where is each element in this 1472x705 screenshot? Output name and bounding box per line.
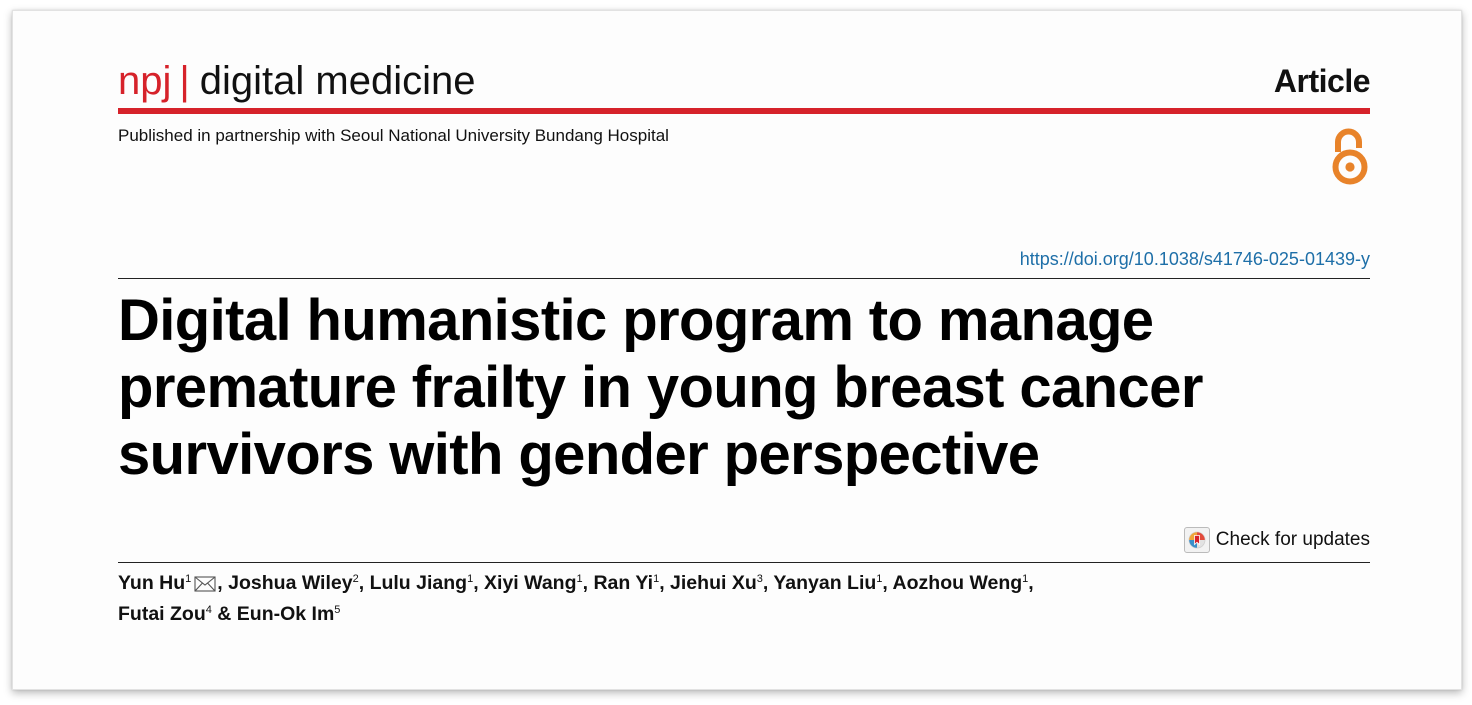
title-line: survivors with gender perspective [118,422,1040,487]
author-name: Lulu Jiang [369,572,468,594]
author-name: Ran Yi [593,572,654,594]
affiliation-number: 5 [334,604,341,616]
author-name: Yun Hu [118,572,186,594]
author-separator: , [659,572,671,594]
authors-rule [118,562,1370,563]
author-name: Joshua Wiley [228,572,353,594]
author[interactable] [484,572,583,594]
header-rule [118,108,1370,114]
affiliation-number: 2 [352,573,359,585]
author-separator: , [582,572,594,594]
author-name: Jiehui Xu [670,572,757,594]
title-line: Digital humanistic program to manage [118,288,1154,353]
affiliation-number: 1 [876,573,883,585]
author-list [118,568,1370,630]
author-name: Futai Zou [118,603,206,625]
email-icon[interactable] [194,576,216,592]
author[interactable] [773,572,882,594]
author[interactable] [118,603,212,625]
title-top-rule [118,278,1370,279]
author-separator: , [882,572,893,594]
author[interactable] [228,572,359,594]
author-separator: , [358,572,370,594]
author[interactable] [118,572,191,594]
partnership-note: Published in partnership with Seoul National University Bundang Hospital [118,126,669,145]
author-name: Aozhou Weng [892,572,1023,594]
affiliation-number: 1 [653,573,660,585]
check-for-updates-button[interactable] [1184,527,1370,553]
affiliation-number: 3 [756,573,763,585]
affiliation-number: 1 [576,573,583,585]
author[interactable] [237,603,341,625]
journal-separator: | [179,59,190,103]
author[interactable] [893,572,1029,594]
crossmark-icon [1184,527,1210,553]
author-separator: , [1028,572,1034,594]
journal-prefix: npj [118,59,172,103]
author[interactable] [370,572,474,594]
affiliation-number: 4 [205,604,212,616]
author-separator: , [217,572,229,594]
article-title [118,287,1378,488]
journal-name: digital medicine [199,59,476,103]
author-separator: , [473,572,485,594]
check-for-updates-label: Check for updates [1215,529,1370,550]
affiliation-number: 1 [467,573,474,585]
doi-link[interactable]: https://doi.org/10.1038/s41746-025-01439-y [1019,249,1370,269]
author-name: Xiyi Wang [484,572,577,594]
article-type-label: Article [1273,63,1370,99]
journal-logo[interactable] [118,58,475,104]
article-page [12,10,1462,690]
author-separator: & [211,603,237,625]
author-separator: , [762,572,774,594]
author-name: Yanyan Liu [773,572,877,594]
title-line: premature frailty in young breast cancer [118,355,1203,420]
author[interactable] [593,572,659,594]
affiliation-number: 1 [1022,573,1029,585]
open-access-lock-icon [1329,126,1371,186]
author-name: Eun-Ok Im [236,603,335,625]
affiliation-number: 1 [185,573,192,585]
author[interactable] [670,572,763,594]
